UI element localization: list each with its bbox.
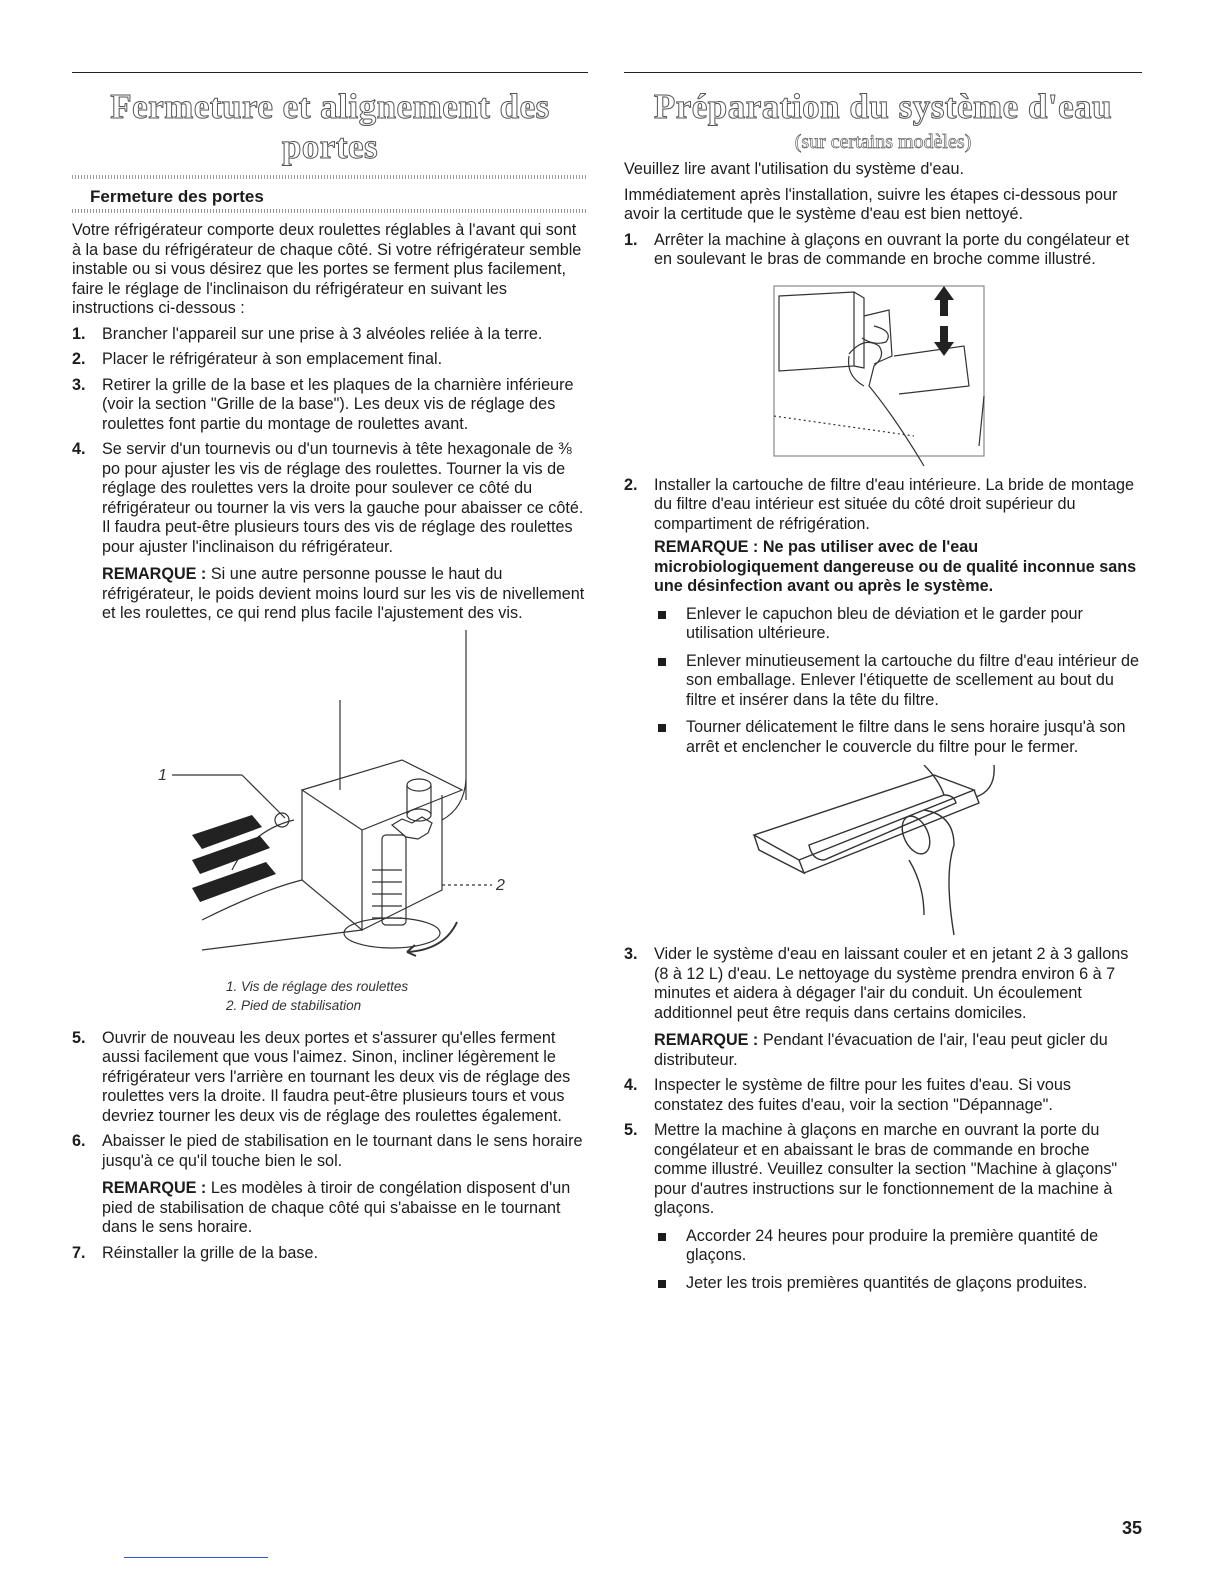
section-title-water-system: Préparation du système d'eau [653,87,1113,126]
step-text: Abaisser le pied de stabilisation en le tournant dans le sens horaire jusqu'à ce qu'il touche bien le sol. [102,1132,583,1170]
step-text: Mettre la machine à glaçons en marche en ouvrant la porte du congélateur et en abaissant le bras de commande en broche comme illustré. Veuillez consulter la section "Machine à glaçons" pour d'autres instructions sur le fonctionnement de la machine à glaçons. [654,1121,1118,1217]
water-steps-3 [624,945,1142,1293]
ice-bullets [654,1227,1142,1294]
step-number: 4. [624,1076,638,1094]
note-label: REMARQUE : [102,1179,207,1197]
step-number: 2. [624,475,638,494]
steps-list-b [72,1029,588,1264]
square-bullet-icon [658,658,666,666]
square-bullet-icon [658,611,666,619]
square-bullet-icon [658,724,666,732]
step-item [624,231,1142,270]
square-bullet-icon [658,1233,666,1241]
note-label: REMARQUE : [102,565,207,583]
step-number: 4. [72,440,86,458]
step-text: Retirer la grille de la base et les plaques de la charnière inférieure (voir la section "Grille de la base"). Les deux vis de réglage des roulettes font partie du montage de roulettes avant. [102,375,574,433]
bottom-link-line [124,1557,268,1558]
left-column [72,72,588,1269]
filter-illustration [624,765,1142,945]
step-text: Inspecter le système de filtre pour les fuites d'eau. Si vous constatez des fuites d'eau, voir la section "Dépannage". [654,1076,1071,1114]
step-text: Brancher l'appareil sur une prise à 3 alvéoles reliée à la terre. [102,324,543,343]
step-item [72,1132,588,1238]
step-text: Placer le réfrigérateur à son emplacement final. [102,350,443,368]
bullet-item [654,1274,1142,1294]
step-item [72,325,588,345]
right-column [624,72,1142,1301]
note-step-6 [102,1179,588,1238]
section-subtitle: (sur certains modèles) [794,131,972,153]
step-item [72,376,588,435]
step-number: 6. [72,1132,86,1150]
step-number: 2. [72,350,86,368]
intro-paragraph-2: Immédiatement après l'installation, suivre les étapes ci-dessous pour avoir la certitude que le système d'eau est bien nettoyé. [624,185,1118,223]
step-number: 7. [72,1243,86,1262]
step-text: Se servir d'un tournevis ou d'un tournevis à tête hexagonale de ⅜ po pour ajuster les vis de réglage des roulettes. Tourner la vis de réglage des roulettes vers la droite pour soulever ce côté du réfrigérateur ou tourner la vis vers la gauche pour abaisser ce côté. Il faudra peut-être plusieurs tours des vis de réglage des roulettes pour ajuster l'inclinaison du réfrigérateur. [102,440,584,556]
bullet-item [654,1227,1142,1266]
square-bullet-icon [658,1280,666,1288]
warning-note: REMARQUE : Ne pas utiliser avec de l'eau microbiologiquement dangereuse ou de qualité inconnue sans une désinfection avant ou après le système. [654,538,1137,595]
filter-bullets [654,605,1142,758]
bullet-text: Enlever le capuchon bleu de déviation et le garder pour utilisation ultérieure. [686,604,1083,642]
ice-maker-figure [624,276,1142,476]
step-number: 3. [72,375,86,394]
step-item [624,1076,1142,1115]
note-step-4 [102,565,588,624]
step-item [624,945,1142,1070]
ice-maker-illustration [624,276,1142,476]
roller-figure [72,630,588,975]
page-number: 35 [1121,1518,1142,1538]
caption-1: 1. Vis de réglage des roulettes [226,978,409,994]
bullet-text: Tourner délicatement le filtre dans le sens horaire jusqu'à son arrêt et enclencher le couvercle du filtre pour le fermer. [686,718,1126,756]
step-number: 1. [72,324,86,343]
bullet-item [654,605,1142,644]
figure-captions [72,977,588,1015]
bullet-text: Enlever minutieusement la cartouche du filtre d'eau intérieur de son emballage. Enlever l'étiquette de scellement au bout du filtre et insérer dans la tête du filtre. [686,651,1139,709]
step-text: Ouvrir de nouveau les deux portes et s'assurer qu'elles ferment aussi facilement que vous l'aimez. Sinon, incliner légèrement le réfrigérateur vers l'arrière en tournant les deux vis de réglage des roulettes vers la droite. Il faudra peut-être plusieurs tours et vous devriez tourner les deux vis de réglage des roulettes également. [102,1028,571,1125]
section-title-doors: Fermeture et alignement des portes [110,87,550,166]
hatch-divider [72,209,588,213]
caption-2: 2. Pied de stabilisation [226,997,362,1013]
step-number: 5. [624,1121,638,1139]
callout-1: 1 [158,766,167,784]
roller-illustration [72,630,588,975]
note-text: Pendant l'évacuation de l'air, l'eau peut gicler du distributeur. [654,1031,1108,1069]
step-text: Réinstaller la grille de la base. [102,1243,318,1262]
subheading-door-closing: Fermeture des portes [90,187,264,206]
bullet-item [654,652,1142,711]
filter-figure [624,765,1142,945]
step-item [72,1244,588,1264]
water-steps-1 [624,231,1142,270]
step-item [72,440,588,624]
step-text: Vider le système d'eau en laissant couler et en jetant 2 à 3 gallons (8 à 12 L) d'eau. Le nettoyage du système prendra environ 6 à 7 minutes et aidera à dégager l'air du conduit. Un écoulement additionnel peut être requis dans certains domiciles. [654,945,1129,1022]
note-step-3 [654,1031,1142,1070]
hatch-divider [72,175,588,179]
step-number: 5. [72,1028,86,1047]
note-label: REMARQUE : [654,1031,759,1049]
step-item [624,1121,1142,1293]
intro-paragraph: Votre réfrigérateur comporte deux roulettes réglables à l'avant qui sont à la base du réfrigérateur de chaque côté. Si votre réfrigérateur semble instable ou si vous désirez que les portes se ferment plus facilement, faire le réglage de l'inclinaison du réfrigérateur en suivant les instructions ci-dessous : [72,221,582,317]
step-item [72,350,588,370]
step-text: Installer la cartouche de filtre d'eau intérieure. La bride de montage du filtre d'eau intérieur est située du côté droit supérieur du compartiment de réfrigération. [654,475,1135,533]
note-text: Si une autre personne pousse le haut du réfrigérateur, le poids devient moins lourd sur les vis de nivellement et les roulettes, ce qui rend plus facile l'ajustement des vis. [102,565,585,622]
intro-paragraph-1: Veuillez lire avant l'utilisation du système d'eau. [624,160,965,178]
step-number: 3. [624,945,638,963]
step-number: 1. [624,230,638,249]
bullet-item [654,718,1142,757]
step-item [72,1029,588,1127]
callout-2: 2 [496,876,505,894]
step-text: Arrêter la machine à glaçons en ouvrant la porte du congélateur et en soulevant le bras de commande en broche comme illustré. [654,230,1130,268]
bullet-text: Accorder 24 heures pour produire la première quantité de glaçons. [686,1226,1099,1264]
water-steps-2 [624,476,1142,758]
top-rule-right [624,72,1142,73]
top-rule-left [72,72,588,73]
bullet-text: Jeter les trois premières quantités de glaçons produites. [686,1273,1088,1292]
steps-list-a [72,325,588,624]
note-text: Les modèles à tiroir de congélation disposent d'un pied de stabilisation de chaque côté qui s'abaisse en le tournant dans le sens horaire. [102,1179,571,1236]
step-item [624,476,1142,758]
